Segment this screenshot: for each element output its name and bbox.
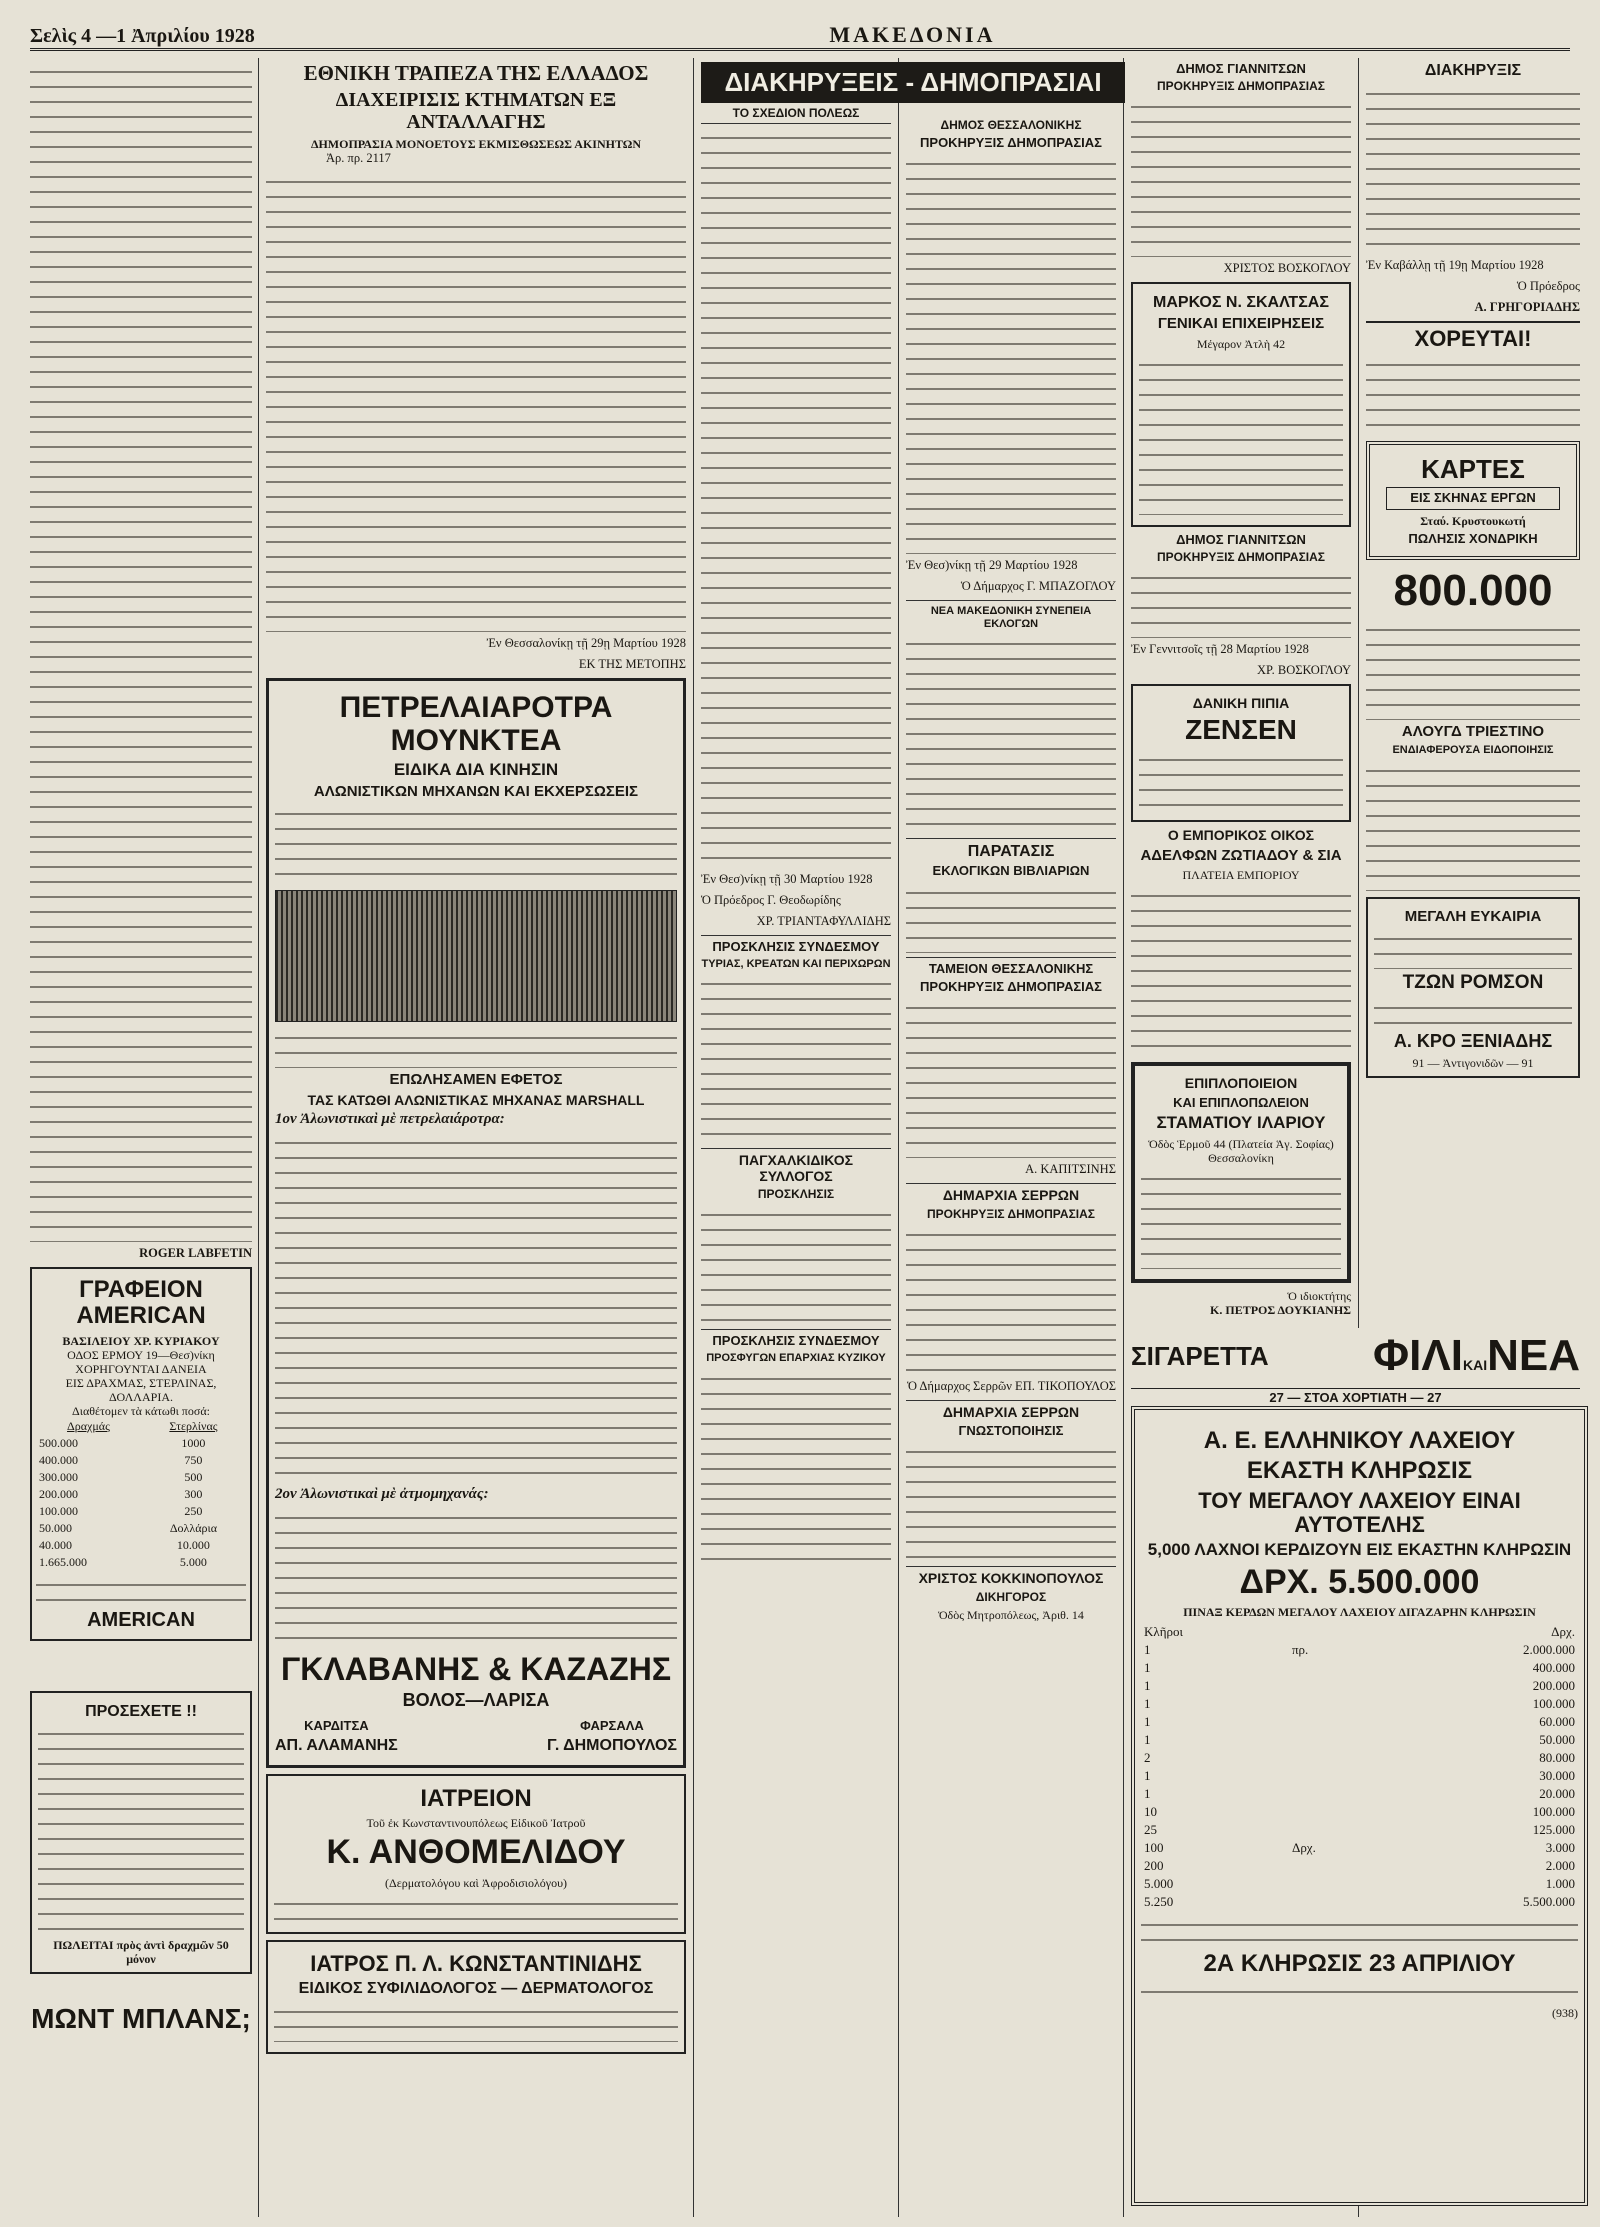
furniture-ad: [1131, 1062, 1351, 1282]
table-cell: 5.000: [179, 1554, 207, 1569]
clinic-ad: [266, 1774, 686, 1934]
table-row: [36, 1554, 246, 1571]
table-row: [1141, 1857, 1578, 1875]
newspaper-title: ΜΑΚΕΔΟΝΙΑ: [829, 22, 996, 47]
article-text: [1366, 761, 1580, 891]
ad-ref: (938): [1552, 2005, 1578, 2020]
pipe-ad: [1131, 684, 1351, 822]
owner-label: Ὁ ιδιοκτήτης: [1287, 1288, 1351, 1303]
doctor-name: ΙΑΤΡΟΣ Π. Λ. ΚΩΝΣΤΑΝΤΙΝΙΔΗΣ: [310, 1950, 642, 1976]
table-cell: 1: [1144, 1714, 1151, 1730]
section-heading: ΑΛΟΥΓΔ ΤΡΙΕΣΤΙΝΟ: [1401, 722, 1545, 740]
table-cell: 10: [1144, 1804, 1157, 1820]
table-row: [1141, 1785, 1578, 1803]
table-row: [36, 1503, 246, 1520]
notice-title: ΔΗΜΟΣ ΘΕΣΣΑΛΟΝΙΚΗΣ: [940, 118, 1082, 132]
moynktea-ad: [266, 678, 686, 1768]
table-cell: 50.000: [39, 1520, 72, 1535]
bank-notice: [266, 62, 686, 672]
table-cell: 5.000: [1144, 1876, 1174, 1892]
section-heading: ΔΗΜΑΡΧΙΑ ΣΕΡΡΩΝ: [906, 1183, 1116, 1203]
table-cell: 1: [1144, 1678, 1151, 1694]
table-cell: 300: [184, 1486, 203, 1501]
section-subheading: ΠΡΟΣΚΛΗΣΙΣ: [757, 1186, 835, 1201]
table-cell: 2.000.000: [1523, 1642, 1575, 1658]
lawyer-address: Ὁδὸς Μητροπόλεως, Ἀριθ. 14: [938, 1608, 1084, 1622]
table-cell: 30.000: [1539, 1768, 1575, 1784]
table-cell: 1: [1144, 1768, 1151, 1784]
table-cell: [1289, 1749, 1387, 1767]
ad-name: ΜΑΡΚΟΣ Ν. ΣΚΑΛΤΣΑΣ: [1153, 294, 1329, 312]
ad-address: 27 — ΣΤΟΑ ΧΟΡΤΙΑΤΗ — 27: [1131, 1388, 1580, 1405]
agents-row: [275, 1715, 677, 1759]
notice-title: ΕΘΝΙΚΗ ΤΡΑΠΕΖΑ ΤΗΣ ΕΛΛΑΔΟΣ: [303, 61, 649, 85]
notice-text: [1131, 97, 1351, 257]
notice-title: ΔΙΑΚΗΡΥΞΙΣ: [1424, 62, 1522, 79]
ad-text: [1139, 355, 1343, 515]
ad-city: Θεσσαλονίκη: [1208, 1150, 1274, 1165]
ad-text: [274, 2002, 678, 2042]
table-row: [1141, 1659, 1578, 1677]
ad-text: [1374, 929, 1572, 969]
table-cell: 500.000: [39, 1435, 78, 1450]
notice-text: [906, 154, 1116, 554]
table-row: [36, 1469, 246, 1486]
machine-list: [275, 1133, 677, 1483]
table-row: [1141, 1839, 1578, 1857]
table-cell: [1289, 1893, 1387, 1911]
table-cell: 400.000: [39, 1452, 78, 1467]
lottery-ad: [1131, 1406, 1588, 2206]
table-cell: [1289, 1677, 1387, 1695]
table-row: [1141, 1695, 1578, 1713]
table-cell: 20.000: [1539, 1786, 1575, 1802]
notice-signature: Ὁ Πρόεδρος Γ. Θεοδωρίδης: [701, 892, 841, 907]
notice-date: Ἐν Καβάλλῃ τῇ 19ῃ Μαρτίου 1928: [1366, 257, 1544, 272]
ad-text: [1141, 1982, 1578, 2002]
notice-subtitle: ΠΡΟΚΗΡΥΞΙΣ ΔΗΜΟΠΡΑΣΙΑΣ: [920, 135, 1102, 151]
table-cell: 100.000: [1532, 1804, 1575, 1820]
table-cell: [1289, 1785, 1387, 1803]
table-cell: 125.000: [1532, 1822, 1575, 1838]
table-cell: 300.000: [39, 1469, 78, 1484]
column-rule: [898, 58, 899, 2217]
notice-date: Ἐν Γεννιτσοῖς τῇ 28 Μαρτίου 1928: [1131, 642, 1309, 657]
notice-text: [1366, 84, 1580, 254]
section-heading: ΠΑΡΑΤΑΣΙΣ: [906, 838, 1116, 861]
ad-address: ΟΔΟΣ ΕΡΜΟΥ 19—Θεσ)νίκη: [67, 1347, 215, 1362]
doctor-specialty: ΕΙΔΙΚΟΣ ΣΥΦΙΛΙΔΟΛΟΓΟΣ — ΔΕΡΜΑΤΟΛΟΓΟΣ: [298, 1980, 654, 1998]
section-banner: ΔΙΑΚΗΡΥΞΕΙΣ - ΔΗΜΟΠΡΑΣΙΑΙ: [701, 62, 1125, 103]
ad-name: Α. ΚΡΟ ΞΕΝΙΑΔΗΣ: [1393, 1030, 1553, 1051]
ad-title: ΠΕΤΡΕΛΑΙΑΡΟΤΡΑ ΜΟΥΝΚΤΕΑ: [339, 691, 613, 758]
table-cell: Δρχ.: [1291, 1840, 1316, 1856]
ad-title: ΖΕΝΣΕΝ: [1185, 714, 1297, 746]
column-rule: [693, 58, 694, 2217]
table-cell: 1: [1144, 1732, 1151, 1748]
ad-title: ΜΕΓΑΛΗ ΕΥΚΑΙΡΙΑ: [1404, 907, 1542, 925]
table-cell: 10.000: [176, 1537, 210, 1552]
doctor-specialty: (Δερματολόγου καὶ Ἀφροδισιολόγου): [384, 1875, 568, 1890]
ad-title: Α. Ε. ΕΛΛΗΝΙΚΟΥ ΛΑΧΕΙΟΥ: [1203, 1427, 1516, 1454]
ad-address: ΠΛΑΤΕΙΑ ΕΜΠΟΡΙΟΥ: [1182, 868, 1300, 883]
table-cell: 1: [1144, 1696, 1151, 1712]
american-office-ad: [30, 1267, 252, 1641]
ad-name: ΑΔΕΛΦΩΝ ΖΩΤΙΑΔΟΥ & ΣΙΑ: [1140, 846, 1342, 864]
section-subheading: ΕΚΛΟΓΙΚΩΝ ΒΙΒΛΙΑΡΙΩΝ: [932, 863, 1090, 879]
romson-ad: [1366, 897, 1580, 1078]
article-text: [906, 634, 1116, 834]
ad-address: 91 — Ἀντιγονιδῶν — 91: [1412, 1055, 1534, 1070]
table-cell: 50.000: [1539, 1732, 1575, 1748]
table-header: Κλῆροι: [1144, 1624, 1183, 1640]
section-subheading: ΠΡΟΚΗΡΥΞΙΣ ΔΗΜΟΠΡΑΣΙΑΣ: [927, 1206, 1095, 1221]
ad-title: ΓΕΝΙΚΑΙ ΕΠΙΧΕΙΡΗΣΕΙΣ: [1157, 315, 1325, 333]
table-cell: πρ.: [1291, 1642, 1309, 1658]
ad-text: [1139, 750, 1343, 810]
machine-list: [275, 1508, 677, 1648]
prize-table: [1141, 1623, 1578, 1911]
ad-text: [36, 1575, 246, 1605]
notice-title: ΔΗΜΟΣ ΓΙΑΝΝΙΤΣΩΝ: [1176, 531, 1306, 547]
notice-signature: ΧΡΙΣΤΟΣ ΒΟΣΚΟΓΛΟΥ: [1223, 261, 1351, 276]
section-heading: ΠΡΟΣΚΛΗΣΙΣ ΣΥΝΔΕΣΜΟΥ: [701, 935, 891, 954]
section-heading: 2ον Ἀλωνιστικαὶ μὲ ἀτμομηχανάς:: [275, 1486, 489, 1503]
table-row: [36, 1452, 246, 1469]
agent-name: Γ. ΔΗΜΟΠΟΥΛΟΣ: [546, 1737, 677, 1755]
table-cell: 1: [1144, 1786, 1151, 1802]
table-row: [36, 1537, 246, 1554]
doctor-name: Κ. ΑΝΘΟΜΕΛΙΔΟΥ: [326, 1833, 626, 1872]
section-heading: ΠΑΓΧΑΛΚΙΔΙΚΟΣ ΣΥΛΛΟΓΟΣ: [701, 1148, 891, 1184]
ad-line: ΤΟΥ ΜΕΓΑΛΟΥ ΛΑΧΕΙΟΥ ΕΙΝΑΙ ΑΥΤΟΤΕΛΗΣ: [1198, 1487, 1521, 1537]
firm-name: ΓΚΛΑΒΑΝΗΣ & ΚΑΖΑΖΗΣ: [280, 1651, 672, 1688]
section-heading: ΤΑΜΕΙΟΝ ΘΕΣΣΑΛΟΝΙΚΗΣ: [906, 957, 1116, 976]
ad-text: [1141, 1169, 1341, 1269]
ad-name: ΣΤΑΜΑΤΙΟΥ ΙΛΑΡΙΟΥ: [1156, 1112, 1326, 1132]
table-cell: 200.000: [1532, 1678, 1575, 1694]
table-cell: [1289, 1767, 1387, 1785]
ad-text: [38, 1724, 244, 1934]
table-cell: 1.000: [1545, 1876, 1575, 1892]
table-cell: 5.250: [1144, 1894, 1174, 1910]
article-text: [701, 1369, 891, 1569]
issue-date: Σελὶς 4 —1 Ἀπριλίου 1928: [30, 25, 255, 47]
table-row: [36, 1486, 246, 1503]
notice-signature: ΕΚ ΤΗΣ ΜΕΤΟΠΗΣ: [578, 657, 686, 672]
table-cell: 2: [1144, 1750, 1151, 1766]
table-header: Δρχ.: [1551, 1624, 1575, 1640]
article-text: [701, 1205, 891, 1325]
ad-subtitle: ΕΙΣ ΣΚΗΝΑΣ ΕΡΓΩΝ: [1386, 487, 1560, 509]
ad-address: Ὁδὸς Ἑρμοῦ 44 (Πλατεία Ἁγ. Σοφίας): [1148, 1136, 1334, 1151]
brand-word: ΦΙΛΙ: [1373, 1331, 1463, 1380]
notice-signature: Ὁ Δήμαρχος Σερρῶν ΕΠ. ΤΙΚΟΠΟΥΛΟΣ: [907, 1378, 1116, 1393]
notice-subtitle: ΔΙΑΧΕΙΡΙΣΙΣ ΚΤΗΜΑΤΩΝ ΕΞ ΑΝΤΑΛΛΑΓΗΣ: [335, 89, 617, 134]
agent-b: [547, 1715, 677, 1759]
table-cell: 100.000: [39, 1503, 78, 1518]
brand-name: [1373, 1332, 1580, 1380]
table-cell: 1.665.000: [39, 1554, 87, 1569]
ad-line: Τοῦ ἐκ Κωνσταντινουπόλεως Εἰδικοῦ Ἰατροῦ: [366, 1816, 586, 1831]
section-heading: ΝΕΑ ΜΑΚΕΔΟΝΙΚΗ ΣΥΝΕΠΕΙΑ ΕΚΛΟΓΩΝ: [906, 600, 1116, 629]
ad-line: 5,000 ΛΑΧΝΟΙ ΚΕΡΔΙΖΟΥΝ ΕΙΣ ΕΚΑΣΤΗΝ ΚΛΗΡΩΣΙΝ: [1147, 1540, 1572, 1560]
notice-text: [1131, 568, 1351, 638]
table-cell: 500: [184, 1469, 203, 1484]
table-cell: 3.000: [1545, 1840, 1575, 1856]
agent-city: ΚΑΡΔΙΤΣΑ: [304, 1718, 369, 1734]
notice-title: ΔΗΜΟΣ ΓΙΑΝΝΙΤΣΩΝ: [1176, 61, 1306, 76]
table-cell: 200.000: [39, 1486, 78, 1501]
ad-owner: ΒΑΣΙΛΕΙΟΥ ΧΡ. ΚΥΡΙΑΚΟΥ: [62, 1333, 220, 1348]
table-row: [1141, 1803, 1578, 1821]
section-subheading: ΓΝΩΣΤΟΠΟΙΗΣΙΣ: [958, 1423, 1064, 1439]
ad-subheading: ΤΑΣ ΚΑΤΩΘΙ ΑΛΩΝΙΣΤΙΚΑΣ ΜΗΧΑΝΑΣ MARSHALL: [307, 1091, 645, 1108]
ad-services: ΧΟΡΗΓΟΥΝΤΑΙ ΔΑΝΕΙΑ: [75, 1361, 207, 1376]
section-heading: ΔΗΜΑΡΧΙΑ ΣΕΡΡΩΝ: [906, 1400, 1116, 1420]
agent-city: ΦΑΡΣΑΛΑ: [580, 1718, 644, 1734]
cards-ad: [1366, 441, 1580, 560]
ad-text: [275, 804, 677, 884]
table-cell: [1289, 1713, 1387, 1731]
attention-ad: [30, 1691, 252, 1975]
table-cell: [1289, 1857, 1387, 1875]
column-4: [906, 115, 1116, 2217]
table-cell: 750: [184, 1452, 203, 1467]
ad-name: ΤΖΩΝ ΡΟΜΣΟΝ: [1402, 972, 1544, 994]
table-row: [1141, 1875, 1578, 1893]
ad-title: ΠΡΟΣΕΧΕΤΕ !!: [85, 1702, 197, 1720]
ad-title: ΙΑΤΡΕΙΟΝ: [420, 1785, 532, 1813]
notice-ref: Ἀρ. πρ. 2117: [326, 151, 391, 166]
draw-date: 2Α ΚΛΗΡΩΣΙΣ 23 ΑΠΡΙΛΙΟΥ: [1203, 1950, 1516, 1978]
table-row: [1141, 1641, 1578, 1659]
doctor-ad: [266, 1940, 686, 2054]
table-cell: 400.000: [1532, 1660, 1575, 1676]
firm-city: ΒΟΛΟΣ—ΛΑΡΙΣΑ: [402, 1690, 550, 1711]
ad-label: ΣΙΓΑΡΕΤΤΑ: [1131, 1340, 1269, 1371]
table-cell: 250: [184, 1503, 203, 1518]
article-text: [906, 998, 1116, 1158]
table-cell: 100: [1144, 1840, 1164, 1856]
table-row: [1141, 1713, 1578, 1731]
section-subheading: ΠΡΟΣΦΥΓΩΝ ΕΠΑΡΧΙΑΣ ΚΥΖΙΚΟΥ: [706, 1352, 886, 1365]
notice-date: Ἐν Θεσσαλονίκῃ τῇ 29ῃ Μαρτίου 1928: [486, 636, 686, 651]
table-row: [1141, 1749, 1578, 1767]
ad-subtitle: ΚΑΙ ΕΠΙΠΛΟΠΩΛΕΙΟΝ: [1173, 1094, 1309, 1110]
agent-name: ΑΠ. ΑΛΑΜΑΝΗΣ: [275, 1737, 398, 1755]
ad-title: ΕΠΙΠΛΟΠΟΙΕΙΟΝ: [1184, 1075, 1298, 1092]
table-cell: Δολλάρια: [169, 1520, 217, 1535]
notice-date: Ἐν Θεσ)νίκῃ τῇ 29 Μαρτίου 1928: [906, 558, 1078, 573]
lawyer-name: ΧΡΙΣΤΟΣ ΚΟΚΚΙΝΟΠΟΥΛΟΣ: [906, 1566, 1116, 1586]
ad-line: ΕΚΑΣΤΗ ΚΛΗΡΩΣΙΣ: [1246, 1457, 1473, 1485]
table-cell: 100.000: [1532, 1696, 1575, 1712]
table-cell: 40.000: [39, 1537, 72, 1552]
notice-subtitle: ΠΡΟΚΗΡΥΞΙΣ ΔΗΜΟΠΡΑΣΙΑΣ: [1157, 549, 1325, 564]
price-headline: 800.000: [1393, 565, 1553, 615]
ad-subheading: ΕΠΩΛΗΣΑΜΕΝ ΕΦΕΤΟΣ: [389, 1071, 563, 1089]
notice-text: [266, 172, 686, 632]
article-text: [701, 974, 891, 1144]
prize-rows: [1141, 1641, 1578, 1911]
zotiadou-ad: [1131, 828, 1351, 1056]
notice-signature: ΧΡ. ΤΡΙΑΝΤΑΦΥΛΛΙΔΗΣ: [756, 913, 891, 928]
table-cell: [1289, 1659, 1387, 1677]
table-cell: 1: [1144, 1660, 1151, 1676]
table-cell: [1289, 1875, 1387, 1893]
table-cell: 60.000: [1539, 1714, 1575, 1730]
notice-signature: Α. ΓΡΗΓΟΡΙΑΔΗΣ: [1474, 299, 1580, 314]
section-heading: ΠΡΟΣΚΛΗΣΙΣ ΣΥΝΔΕΣΜΟΥ: [701, 1329, 891, 1348]
article-text: [1366, 620, 1580, 720]
table-header: Δραχμάς: [67, 1418, 110, 1433]
ad-text: [1131, 886, 1351, 1056]
section-subheading: ΕΝΔΙΑΦΕΡΟΥΣΑ ΕΙΔΟΠΟΙΗΣΙΣ: [1392, 744, 1554, 757]
table-row: [1141, 1767, 1578, 1785]
article-text: [906, 883, 1116, 953]
notice-signature: ΧΡ. ΒΟΣΚΟΓΛΟΥ: [1257, 663, 1351, 678]
amounts-table: [36, 1418, 246, 1571]
table-row: [1141, 1731, 1578, 1749]
subsection-title: ΤΟ ΣΧΕΔΙΟΝ ΠΟΛΕΩΣ: [701, 107, 891, 124]
ad-title: ΚΑΡΤΕΣ: [1421, 453, 1525, 484]
section-subheading: ΠΡΟΚΗΡΥΞΙΣ ΔΗΜΟΠΡΑΣΙΑΣ: [920, 978, 1102, 994]
ad-title: Ο ΕΜΠΟΡΙΚΟΣ ΟΙΚΟΣ: [1167, 827, 1315, 844]
notice-line: ΔΗΜΟΠΡΑΣΙΑ ΜΟΝΟΕΤΟΥΣ ΕΚΜΙΣΘΩΣΕΩΣ ΑΚΙΝΗΤΩΝ: [310, 137, 642, 152]
table-row: [1141, 1893, 1578, 1911]
ad-footer: AMERICAN: [87, 1608, 195, 1631]
table-cell: 200: [1144, 1858, 1164, 1874]
ad-subtitle: ΔΑΝΙΚΗ ΠΙΠΙΑ: [1192, 695, 1290, 712]
column-2: [266, 58, 686, 2217]
article-text: [906, 1442, 1116, 1562]
tractor-illustration: [275, 890, 677, 1022]
section-heading: 1ον Ἀλωνιστικαὶ μὲ πετρελαιάροτρα:: [275, 1111, 505, 1128]
ad-text: [1374, 998, 1572, 1028]
article-text: [1366, 355, 1580, 435]
article-text: [701, 128, 891, 868]
table-cell: 2.000: [1545, 1858, 1575, 1874]
agent-a: [275, 1715, 398, 1759]
table-cell: [1289, 1803, 1387, 1821]
article-text: [30, 62, 252, 1242]
brand-word: ΚΑΙ: [1462, 1357, 1488, 1373]
notice-date: Ἐν Θεσ)νίκῃ τῇ 30 Μαρτίου 1928: [701, 871, 873, 886]
prize-amount: ΔΡΧ. 5.500.000: [1239, 1562, 1480, 1601]
masthead: [30, 8, 1570, 51]
table-cell: 80.000: [1539, 1750, 1575, 1766]
ad-price: ΠΩΛΕΙΤΑΙ πρὸς ἀντὶ δραχμῶν 50 μόνον: [53, 1938, 229, 1967]
ad-line: Διαθέτομεν τὰ κάτωθι ποσά:: [72, 1403, 210, 1418]
ad-address: Μέγαρον Ἀτλὴ 42: [1196, 336, 1286, 351]
ad-text: [1141, 1915, 1578, 1943]
lawyer-title: ΔΙΚΗΓΟΡΟΣ: [975, 1589, 1047, 1604]
notice-subtitle: ΠΡΟΚΗΡΥΞΙΣ ΔΗΜΟΠΡΑΣΙΑΣ: [1157, 79, 1325, 94]
column-rule: [258, 58, 259, 2217]
article-signature: ROGER LABFETIN: [139, 1246, 252, 1260]
table-title: ΠΙΝΑΞ ΚΕΡΔΩΝ ΜΕΓΑΛΟΥ ΛΑΧΕΙΟΥ ΔΙΓΑΖΑΡΗΝ ΚΛΗΡΩΣΙΝ: [1183, 1605, 1536, 1620]
table-row: [1141, 1821, 1578, 1839]
table-cell: [1289, 1695, 1387, 1713]
ad-text: [274, 1894, 678, 1922]
table-row: [1141, 1677, 1578, 1695]
ad-line: ΠΩΛΗΣΙΣ ΧΟΝΔΡΙΚΗ: [1408, 530, 1538, 546]
article-text: [906, 1225, 1116, 1375]
table-cell: 5.500.000: [1523, 1894, 1575, 1910]
brand-word: ΝΕΑ: [1487, 1331, 1580, 1380]
ad-name: Σταύ. Κρυστουκωτή: [1420, 513, 1526, 528]
ad-text: [275, 1028, 677, 1068]
table-cell: 1000: [181, 1435, 206, 1450]
section-heading: ΧΟΡΕΥΤΑΙ!: [1366, 321, 1580, 351]
table-cell: 1: [1144, 1642, 1151, 1658]
table-header: Στερλίνας: [169, 1418, 218, 1433]
bottom-headline: ΜΩΝΤ ΜΠΛΑΝΣ;: [31, 2003, 251, 2035]
table-cell: 25: [1144, 1822, 1157, 1838]
table-row: [36, 1435, 246, 1452]
skaltsas-ad: [1131, 282, 1351, 526]
ad-title: ΓΡΑΦΕΙΟΝ AMERICAN: [76, 1276, 206, 1330]
ad-line: ΑΛΩΝΙΣΤΙΚΩΝ ΜΗΧΑΝΩΝ ΚΑΙ ΕΚΧΕΡΣΩΣΕΙΣ: [313, 782, 639, 800]
ad-subtitle: ΕΙΔΙΚΑ ΔΙΑ ΚΙΝΗΣΙΝ: [393, 760, 559, 780]
ad-line: ΕΙΣ ΔΡΑΧΜΑΣ, ΣΤΕΡΛΙΝΑΣ, ΔΟΛΛΑΡΙΑ.: [65, 1375, 217, 1404]
column-rule: [1123, 58, 1124, 2217]
owner-name: Κ. ΠΕΤΡΟΣ ΔΟΥΚΙΑΝΗΣ: [1210, 1302, 1351, 1317]
table-row: [36, 1520, 246, 1537]
table-cell: [1289, 1731, 1387, 1749]
column-1: [30, 58, 252, 2217]
section-subheading: ΤΥΡΙΑΣ, ΚΡΕΑΤΩΝ ΚΑΙ ΠΕΡΙΧΩΡΩΝ: [701, 958, 891, 971]
notice-signature: Α. ΚΑΠΙΤΣΙΝΗΣ: [1025, 1162, 1116, 1177]
notice-signature: Ὁ Δήμαρχος Γ. ΜΠΑΖΟΓΛΟΥ: [960, 579, 1116, 594]
notice-signature: Ὁ Πρόεδρος: [1516, 278, 1580, 293]
table-cell: [1289, 1821, 1387, 1839]
